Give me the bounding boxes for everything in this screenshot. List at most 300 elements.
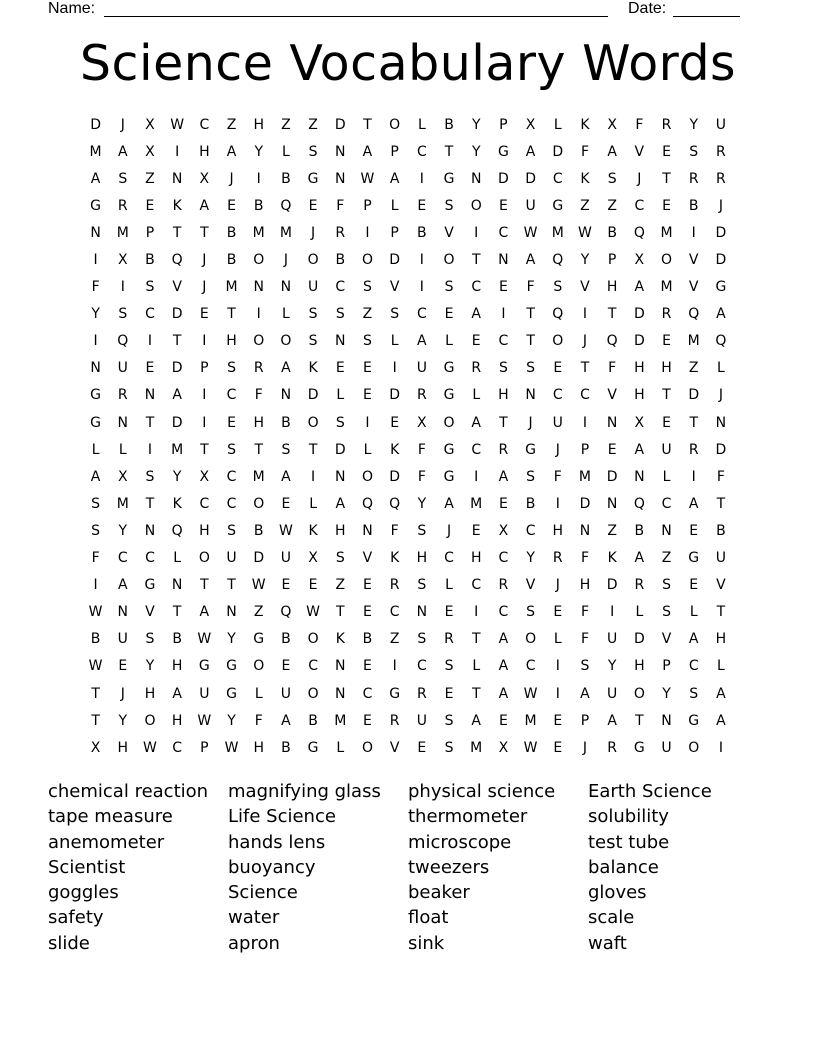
grid-letter: L [363,441,372,458]
grid-letter: L [417,116,426,133]
grid-letter: N [634,468,645,485]
grid-letter: P [580,441,590,458]
grid-row [82,274,742,301]
date-blank-line [673,16,740,17]
grid-letter: M [252,468,265,485]
word-item: float [408,907,449,929]
grid-letter: S [281,441,291,458]
grid-letter: A [471,712,481,729]
grid-letter: D [633,631,645,648]
grid-letter: E [417,739,427,756]
grid-letter: Q [715,333,727,350]
grid-letter: S [308,143,318,160]
grid-letter: C [498,224,509,241]
grid-letter: A [498,658,509,675]
grid-letter: E [444,306,454,323]
grid-letter: J [446,522,452,539]
grid-letter: N [335,143,346,160]
grid-letter: T [200,577,209,594]
grid-letter: L [254,685,263,702]
grid-letter: M [687,333,700,350]
grid-letter: S [580,658,590,675]
grid-letter: R [389,577,400,594]
grid-letter: V [172,279,182,296]
grid-letter: C [444,550,454,567]
grid-letter: T [145,414,155,431]
grid-letter: A [281,712,291,729]
grid-letter: C [580,387,590,404]
grid-letter: X [199,170,210,187]
grid-letter: X [199,468,210,485]
grid-letter: A [335,495,346,512]
grid-letter: A [226,143,237,160]
grid-row [82,680,742,707]
grid-letter: Z [362,306,373,323]
grid-letter: W [88,658,103,675]
grid-letter: N [253,279,264,296]
grid-letter: B [525,495,536,512]
grid-letter: N [715,414,727,431]
letter-grid [82,111,742,761]
grid-letter: A [281,468,291,485]
grid-letter: O [552,333,564,350]
grid-letter: B [444,116,454,133]
grid-letter: Z [607,197,617,214]
grid-letter: U [280,550,292,567]
grid-letter: N [362,522,373,539]
grid-letter: U [661,739,672,756]
grid-letter: N [226,604,237,621]
grid-letter: H [579,577,591,594]
grid-letter: L [282,143,290,160]
word-item: Scientist [48,856,126,878]
worksheet-header [0,0,816,22]
grid-letter: R [498,441,509,458]
grid-letter: O [307,631,319,648]
grid-letter: I [555,658,560,675]
grid-letter: N [606,495,618,512]
grid-letter: G [226,685,237,702]
grid-letter: B [607,224,617,241]
grid-letter: H [335,522,346,539]
word-item: tweezers [408,856,490,878]
grid-letter: O [361,252,373,269]
grid-letter: V [688,252,699,269]
grid-letter: H [715,631,727,648]
grid-letter: A [716,712,726,729]
grid-letter: Q [171,522,183,539]
grid-letter: N [280,387,292,404]
grid-letter: O [307,252,319,269]
grid-letter: Q [606,333,618,350]
grid-letter: X [90,739,101,756]
grid-letter: Z [389,631,400,648]
grid-letter: W [88,604,103,621]
grid-letter: S [308,333,318,350]
grid-letter: F [417,441,426,458]
grid-letter: J [555,441,560,458]
grid-letter: I [93,252,98,269]
grid-letter: H [470,550,482,567]
grid-letter: E [607,441,617,458]
grid-letter: I [474,468,479,485]
grid-letter: E [689,577,699,594]
grid-letter: L [472,658,481,675]
grid-letter: Q [633,224,645,241]
grid-letter: E [308,577,318,594]
grid-letter: C [199,495,210,512]
grid-letter: J [718,387,723,404]
grid-letter: L [445,333,453,350]
grid-letter: B [308,712,318,729]
grid-letter: B [281,414,291,431]
word-item: balance [588,856,659,878]
grid-row [82,707,742,734]
grid-letter: I [365,414,370,431]
grid-letter: D [606,468,618,485]
grid-letter: G [443,170,455,187]
grid-letter: B [253,522,264,539]
grid-letter: I [175,143,180,160]
grid-letter: V [525,577,536,594]
grid-letter: I [256,306,261,323]
grid-letter: L [336,739,345,756]
grid-letter: Q [552,252,564,269]
grid-letter: R [607,739,618,756]
grid-letter: Y [254,143,263,160]
grid-letter: C [226,495,237,512]
grid-letter: A [362,143,373,160]
grid-letter: J [283,252,288,269]
grid-letter: T [662,170,671,187]
grid-letter: S [689,143,699,160]
word-item: solubility [588,806,669,828]
grid-letter: E [662,143,671,160]
grid-letter: T [635,712,644,729]
grid-letter: A [117,577,128,594]
grid-letter: W [197,712,212,729]
grid-letter: N [144,522,156,539]
grid-letter: E [471,333,481,350]
grid-letter: R [416,685,427,702]
grid-letter: V [389,279,400,296]
grid-letter: C [634,197,645,214]
grid-letter: C [335,279,346,296]
word-item: tape measure [48,806,173,828]
grid-letter: D [552,143,564,160]
grid-letter: I [610,604,615,621]
grid-letter: S [363,279,372,296]
grid-letter: R [688,170,699,187]
grid-letter: C [525,658,536,675]
grid-letter: E [281,495,291,512]
word-item: goggles [48,882,119,904]
grid-row [82,328,742,355]
grid-letter: N [171,577,183,594]
date-label: Date: [628,0,667,17]
grid-letter: N [498,252,509,269]
grid-letter: D [171,414,183,431]
grid-letter: S [145,631,155,648]
grid-letter: R [335,224,346,241]
grid-letter: D [389,387,401,404]
grid-letter: E [390,414,400,431]
grid-letter: S [526,604,536,621]
grid-letter: M [660,224,673,241]
grid-letter: E [363,712,372,729]
grid-letter: I [691,468,696,485]
grid-letter: R [117,387,128,404]
grid-letter: L [717,658,725,675]
grid-letter: Y [526,550,535,567]
grid-letter: D [389,468,401,485]
grid-letter: E [471,522,481,539]
grid-letter: T [172,604,182,621]
grid-letter: I [501,306,506,323]
grid-letter: T [200,224,209,241]
grid-letter: W [143,739,157,756]
grid-letter: C [498,333,509,350]
grid-letter: L [336,387,345,404]
grid-letter: O [280,333,292,350]
grid-row [82,572,742,599]
grid-letter: G [307,170,319,187]
grid-letter: F [417,468,426,485]
grid-letter: S [335,414,345,431]
grid-row [82,517,742,544]
grid-letter: V [716,577,726,594]
grid-letter: N [335,170,346,187]
grid-letter: O [253,658,265,675]
grid-letter: E [363,658,372,675]
grid-letter: M [225,279,238,296]
grid-letter: U [117,631,128,648]
grid-letter: S [607,170,617,187]
grid-letter: J [120,685,125,702]
grid-letter: R [498,577,509,594]
grid-letter: C [117,550,128,567]
word-item: sink [408,932,445,954]
grid-letter: F [608,360,617,377]
grid-letter: V [444,224,454,241]
grid-letter: X [417,414,427,431]
grid-letter: C [226,468,237,485]
grid-letter: F [254,387,263,404]
grid-letter: S [227,522,236,539]
grid-letter: S [526,360,536,377]
grid-letter: X [498,739,509,756]
grid-row [82,111,742,138]
grid-letter: Y [227,712,236,729]
grid-letter: E [498,197,508,214]
grid-letter: H [661,360,672,377]
grid-letter: B [90,631,101,648]
grid-letter: F [254,712,263,729]
grid-letter: C [308,658,318,675]
word-item: beaker [408,882,470,904]
grid-letter: I [93,577,98,594]
grid-letter: I [256,170,261,187]
grid-letter: S [444,739,454,756]
grid-row [82,409,742,436]
grid-letter: S [335,306,345,323]
grid-letter: T [471,685,481,702]
grid-letter: M [116,224,129,241]
grid-letter: Z [253,604,264,621]
grid-letter: E [363,360,372,377]
grid-letter: Y [118,522,128,539]
grid-row [82,599,742,626]
grid-letter: G [688,550,700,567]
grid-letter: G [497,143,509,160]
grid-letter: V [607,387,617,404]
grid-letter: C [145,550,155,567]
grid-letter: G [633,739,645,756]
grid-letter: B [335,252,346,269]
grid-letter: W [306,604,321,621]
grid-letter: S [689,685,699,702]
grid-letter: D [715,252,727,269]
grid-letter: T [471,252,481,269]
grid-letter: M [89,143,102,160]
grid-letter: K [335,631,345,648]
grid-letter: K [580,170,590,187]
grid-letter: A [172,685,182,702]
grid-letter: K [172,197,182,214]
grid-letter: F [336,197,345,214]
grid-letter: D [633,333,645,350]
grid-letter: W [170,116,185,133]
grid-letter: O [470,197,482,214]
grid-letter: F [580,604,589,621]
grid-letter: G [307,739,319,756]
grid-letter: U [280,685,292,702]
grid-letter: J [528,414,533,431]
grid-letter: K [390,441,400,458]
grid-letter: O [443,414,455,431]
grid-row [82,382,742,409]
grid-letter: B [634,522,645,539]
grid-letter: P [200,739,209,756]
grid-letter: D [715,224,727,241]
grid-letter: O [389,116,401,133]
grid-letter: N [144,387,156,404]
grid-row [82,436,742,463]
grid-letter: D [606,577,618,594]
grid-letter: W [197,631,212,648]
grid-letter: V [688,279,699,296]
word-item: test tube [588,831,670,853]
grid-letter: U [416,360,427,377]
grid-letter: H [171,712,183,729]
grid-letter: C [362,685,373,702]
grid-letter: T [607,306,617,323]
grid-letter: H [634,387,645,404]
grid-letter: G [389,685,401,702]
grid-letter: D [389,252,401,269]
grid-letter: O [144,712,156,729]
grid-letter: C [471,279,482,296]
grid-letter: D [688,387,700,404]
grid-letter: O [661,252,673,269]
grid-letter: L [91,441,100,458]
grid-letter: A [634,550,645,567]
grid-letter: T [227,577,236,594]
grid-letter: I [555,495,560,512]
grid-letter: G [144,577,156,594]
grid-letter: J [582,739,588,756]
grid-letter: U [607,631,618,648]
grid-letter: J [555,577,560,594]
grid-letter: P [390,224,399,241]
grid-letter: H [117,739,129,756]
grid-letter: A [117,143,128,160]
grid-letter: C [199,116,210,133]
grid-letter: Y [689,116,698,133]
grid-letter: M [279,224,292,241]
grid-letter: C [172,739,183,756]
grid-letter: W [251,577,266,594]
grid-letter: O [443,252,455,269]
grid-letter: L [662,468,671,485]
grid-row [82,355,742,382]
grid-row [82,626,742,653]
grid-letter: R [634,577,645,594]
word-item: safety [48,907,104,929]
grid-letter: C [525,522,536,539]
grid-letter: U [117,360,128,377]
grid-letter: S [444,197,454,214]
grid-letter: A [607,143,617,160]
word-item: apron [228,932,280,954]
grid-letter: S [498,360,508,377]
grid-letter: S [145,279,155,296]
grid-letter: U [199,685,210,702]
grid-letter: A [525,252,536,269]
grid-letter: L [635,604,644,621]
grid-letter: C [416,658,427,675]
grid-letter: G [525,441,537,458]
grid-letter: U [661,441,672,458]
grid-letter: T [308,441,318,458]
grid-letter: E [498,495,508,512]
grid-letter: M [470,739,483,756]
grid-letter: Y [471,116,481,133]
grid-letter: O [198,550,210,567]
grid-letter: S [444,712,454,729]
grid-letter: H [606,279,618,296]
grid-row [82,138,742,165]
grid-letter: N [117,414,129,431]
grid-letter: U [416,712,427,729]
grid-letter: M [116,495,129,512]
grid-letter: E [553,712,563,729]
grid-letter: V [362,550,373,567]
grid-letter: S [118,306,128,323]
grid-letter: U [525,197,536,214]
grid-letter: V [389,739,400,756]
grid-letter: F [716,468,725,485]
word-item: Science [228,882,298,904]
grid-letter: J [229,170,234,187]
grid-letter: A [716,306,726,323]
grid-letter: N [335,685,346,702]
grid-letter: R [117,197,128,214]
grid-letter: G [443,360,455,377]
grid-letter: A [389,170,400,187]
grid-letter: I [419,252,424,269]
grid-letter: Z [226,116,237,133]
